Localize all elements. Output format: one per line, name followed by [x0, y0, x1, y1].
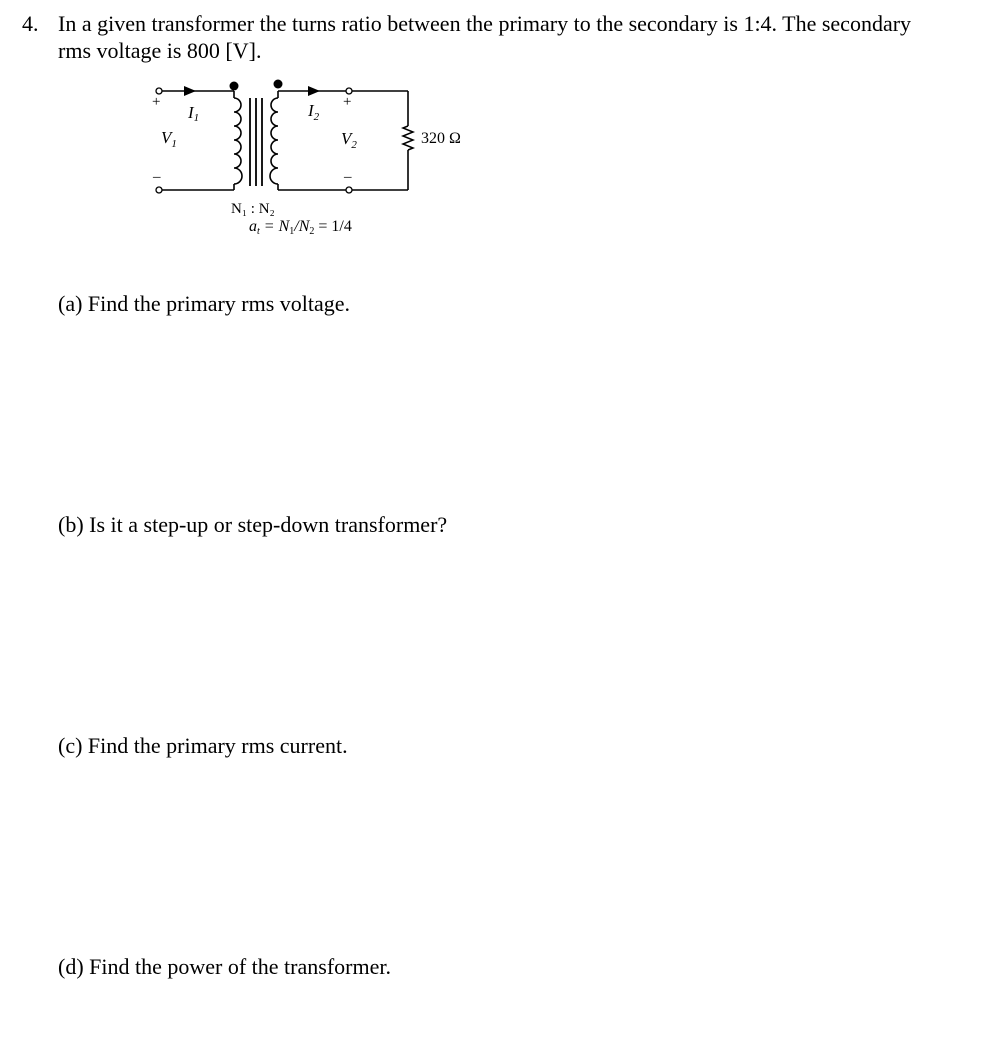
primary-coil — [234, 98, 242, 184]
primary-bottom-terminal — [156, 187, 162, 193]
primary-dot — [230, 82, 239, 91]
secondary-plus-sign: + — [343, 94, 352, 110]
transformer-core — [250, 98, 262, 186]
primary-minus-sign: – — [153, 169, 161, 185]
v2-label: $V_2$ — [341, 129, 357, 151]
secondary-minus-sign: – — [344, 169, 352, 185]
resistor-value: 320 Ω — [421, 130, 461, 147]
primary-plus-sign: + — [152, 94, 161, 110]
resistor-symbol — [403, 126, 413, 150]
problem-number: 4. — [22, 11, 39, 36]
i1-arrow — [184, 86, 196, 96]
question-part-b: (b) Is it a step-up or step-down transformer? — [58, 512, 448, 537]
turns-ratio-formula: at = N1/N2 = 1/4 — [249, 218, 352, 237]
i2-arrow — [308, 86, 320, 96]
turns-label: N₁ : N₂ — [231, 201, 275, 217]
v1-label: $V_1$ — [161, 128, 177, 150]
i1-label: I1 — [188, 103, 200, 124]
secondary-dot — [274, 80, 283, 89]
question-part-c: (c) Find the primary rms current. — [58, 733, 348, 758]
secondary-bottom-terminal — [346, 187, 352, 193]
problem-text: In a given transformer the turns ratio between the primary to the secondary is 1:4. The secondary rms voltage is 800 [V]. — [58, 11, 912, 63]
secondary-coil — [270, 98, 278, 184]
transformer-circuit-diagram — [0, 0, 984, 260]
question-part-a: (a) Find the primary rms voltage. — [58, 291, 351, 316]
question-part-d: (d) Find the power of the transformer. — [58, 954, 391, 979]
i2-label: $I_2$ — [308, 101, 320, 123]
